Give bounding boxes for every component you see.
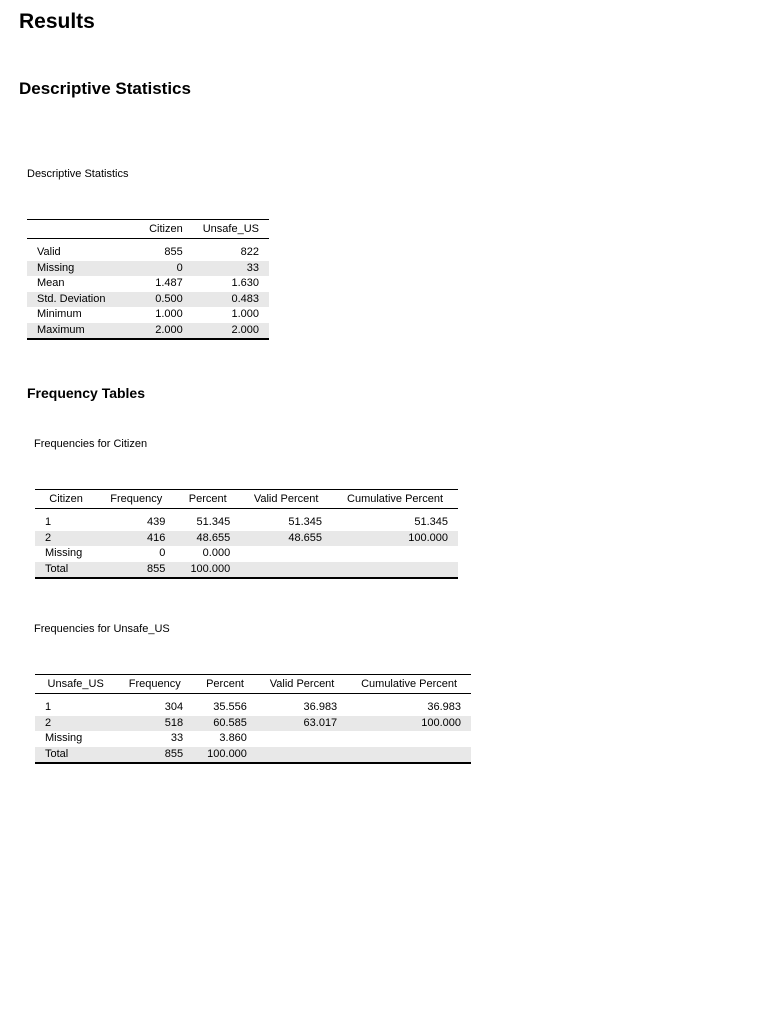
table-row [35,700,471,716]
table-cell [332,546,458,562]
table-cell: 36.983 [427,701,461,713]
table-cell [332,562,458,579]
descriptives-table [27,219,269,340]
column-header [27,220,139,239]
table-cell: 0 [159,547,166,559]
table-row [35,546,458,562]
table-cell: 1.630 [231,277,259,289]
table-cell: 2.000 [139,323,193,340]
table-header-row [35,675,471,694]
table-cell: 518 [116,716,193,732]
row-label: Total [35,747,116,764]
table-row [35,747,471,764]
table-cell: 100.000 [193,747,257,764]
table-cell: 822 [240,246,259,258]
unsafe-us-frequency-table [35,674,471,764]
table-cell [257,747,347,764]
table-row [27,323,269,340]
table-cell: 855 [116,747,193,764]
column-header: Percent [175,490,240,509]
citizen-frequency-table [35,489,458,579]
row-label: 2 [35,531,97,547]
table-cell: 439 [146,516,166,528]
section-title: Descriptive Statistics [19,79,191,98]
table-cell: 100.000 [347,716,471,732]
descriptives-caption: Descriptive Statistics [27,168,129,180]
table-row [35,562,458,579]
row-label: Missing [27,261,139,277]
column-header: Unsafe_US [35,675,116,694]
table-cell [240,562,332,579]
table-cell: 100.000 [175,562,240,579]
row-label: 1 [45,701,52,713]
table-cell [257,731,347,747]
row-label: Missing [45,732,83,744]
table-cell: 35.556 [213,701,247,713]
table-cell: 100.000 [332,531,458,547]
row-label: Missing [45,547,83,559]
row-label: Valid [37,246,61,258]
table-cell: 36.983 [303,701,338,713]
table-row [27,245,269,261]
table-cell: 51.345 [196,516,231,528]
table-cell: 60.585 [193,716,257,732]
table-cell: 33 [170,732,184,744]
table-row [35,731,471,747]
table-cell: 304 [164,701,184,713]
table-cell: 63.017 [257,716,347,732]
frequency-tables-title: Frequency Tables [27,385,146,401]
table-cell: 0.483 [193,292,269,308]
row-label: 1 [45,516,52,528]
column-header: Percent [193,675,257,694]
table-row [35,515,458,531]
column-header: Frequency [116,675,193,694]
table-cell: 33 [193,261,269,277]
row-label: Maximum [27,323,139,340]
table-header-row [35,490,458,509]
row-label: Minimum [37,308,82,320]
table-cell: 1.000 [231,308,259,320]
column-header: Valid Percent [257,675,347,694]
row-label: Total [35,562,97,579]
table-cell: 3.860 [219,732,247,744]
column-header: Citizen [35,490,97,509]
table-cell: 855 [97,562,175,579]
table-row [27,261,269,277]
table-cell: 48.655 [175,531,240,547]
table-cell: 0.500 [139,292,193,308]
table-cell: 51.345 [414,516,448,528]
row-label: Mean [37,277,65,289]
table-row [27,307,269,323]
table-cell: 1.487 [155,277,183,289]
table-cell [347,747,471,764]
table-cell: 0 [139,261,193,277]
table-row [35,716,471,732]
row-label: 2 [35,716,116,732]
table-header-row [27,220,269,239]
table-cell: 855 [164,246,183,258]
column-header: Citizen [139,220,193,239]
table-row [27,292,269,308]
table-cell: 416 [97,531,175,547]
column-header: Cumulative Percent [347,675,471,694]
column-header: Unsafe_US [193,220,269,239]
table-cell [240,546,332,562]
column-header: Valid Percent [240,490,332,509]
citizen-frequencies-caption: Frequencies for Citizen [34,438,148,450]
table-cell [347,731,471,747]
table-row [27,276,269,292]
column-header: Cumulative Percent [332,490,458,509]
table-cell: 2.000 [193,323,269,340]
table-cell: 48.655 [240,531,332,547]
page-title: Results [19,10,95,33]
table-cell: 51.345 [288,516,323,528]
column-header: Frequency [97,490,175,509]
table-row [35,531,458,547]
table-cell: 1.000 [155,308,183,320]
unsafe-us-frequencies-caption: Frequencies for Unsafe_US [34,623,170,635]
row-label: Std. Deviation [27,292,139,308]
table-cell: 0.000 [202,547,231,559]
